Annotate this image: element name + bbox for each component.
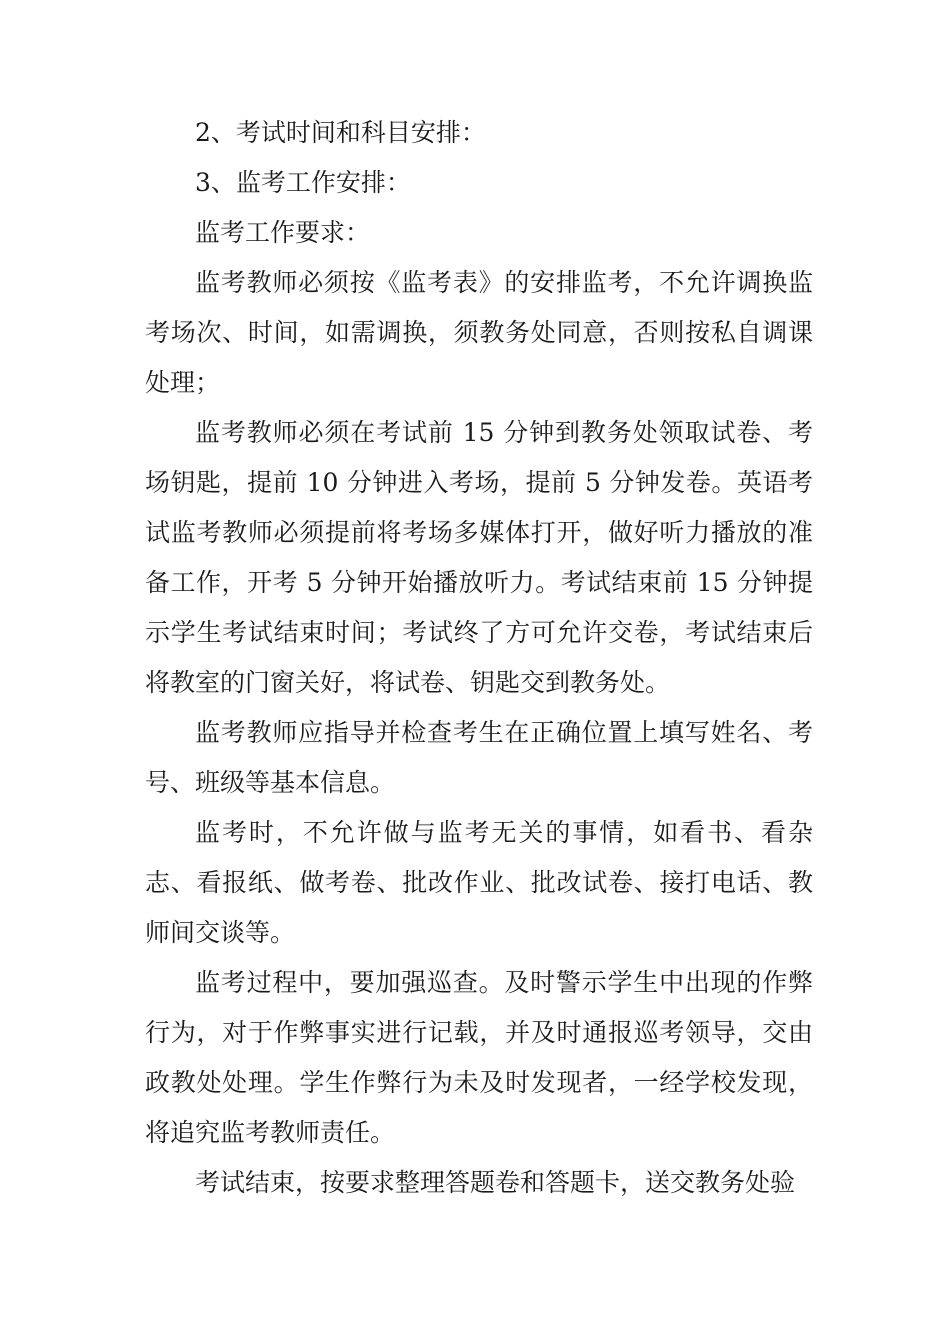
requirement-paragraph: 监考教师必须在考试前 15 分钟到教务处领取试卷、考场钥匙，提前 10 分钟进入考场，提前 5 分钟发卷。英语考试监考教师必须提前将考场多媒体打开，做好听力播放的准备工作，开考 5 分钟开始播放听力。考试结束前 15 分钟提示学生考试结束时间；考试终了方可允许交卷，考试结束后将教室的门窗关好，将试卷、钥匙交到教务处。 [145, 418, 813, 697]
requirement-paragraph: 考试结束，按要求整理答题卷和答题卡，送交教务处验 [195, 1168, 796, 1197]
requirements-heading: 监考工作要求： [195, 218, 371, 247]
requirement-paragraph: 监考教师必须按《监考表》的安排监考，不允许调换监考场次、时间，如需调换，须教务处同意，否则按私自调课处理； [145, 268, 813, 397]
exam-schedule-item: 2、考试时间和科目安排： [195, 118, 486, 147]
requirement-paragraph: 监考时，不允许做与监考无关的事情，如看书、看杂志、看报纸、做考卷、批改作业、批改试卷、接打电话、教师间交谈等。 [145, 818, 813, 947]
invigilation-arrangement-item: 3、监考工作安排： [195, 168, 411, 197]
requirement-paragraph: 监考过程中，要加强巡查。及时警示学生中出现的作弊行为，对于作弊事实进行记载，并及时通报巡考领导，交由政教处处理。学生作弊行为未及时发现者，一经学校发现，将追究监考教师责任。 [145, 968, 813, 1147]
document-body [145, 108, 813, 1208]
requirement-paragraph: 监考教师应指导并检查考生在正确位置上填写姓名、考号、班级等基本信息。 [145, 718, 813, 797]
